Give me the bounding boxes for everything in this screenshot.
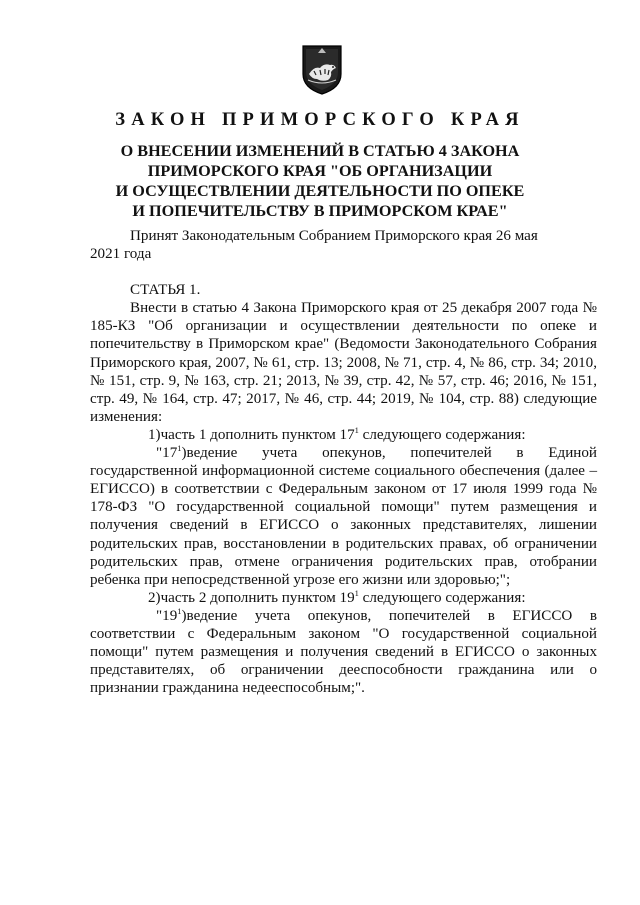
adoption-note: [90, 227, 597, 263]
article-intro: Внести в статью 4 Закона Приморского края от 25 декабря 2007 года № 185-КЗ "Об организации и осуществлении деятельности по опеке и попечительству в Приморском крае" (Ведомости Законодательного Собрания Приморского края, 2007, № 61, стр. 13; 2008, № 71, стр. 4, № 86, стр. 34; 2010, № 151, стр. 9, № 163, стр. 21; 2013, № 39, стр. 42, № 57, стр. 46; 2016, № 151, стр. 49, № 164, стр. 47; 2017, № 46, стр. 44; 2019, № 104, стр. 88) следующие изменения:: [90, 300, 597, 425]
subtitle-line: И ОСУЩЕСТВЛЕНИИ ДЕЯТЕЛЬНОСТИ ПО ОПЕКЕ: [115, 182, 525, 200]
item-text: 1)часть 1 дополнить пунктом 17: [148, 426, 355, 443]
amendment-item-2: [90, 589, 597, 607]
document-body: [90, 227, 597, 697]
law-title: ЗАКОН ПРИМОРСКОГО КРАЯ: [115, 110, 525, 130]
quote-text: )ведение учета опекунов, попечителей в Единой государственной информационной системе социального обеспечения (далее – ЕГИССО) в соответствии с Федеральным законом от 17 июля 1999 года № 178-ФЗ "О государственной социальной помощи" путем размещения и получения сведений в ЕГИССО о законных представителях, лишении родительских прав, восстановлении в родительских правах, об ограничении родительских прав, отмене ограничения родительских прав, отобрании ребенка при непосредственной угрозе его жизни или здоровью;";: [90, 445, 597, 588]
superscript: 1: [354, 424, 359, 435]
adoption-note-line: Принят Законодательным Собранием Приморского края 26 мая: [130, 228, 538, 244]
amendment-item-1: [90, 426, 597, 444]
adoption-note-line: 2021 года: [90, 246, 152, 263]
superscript: 1: [177, 605, 182, 616]
subtitle-line: О ВНЕСЕНИИ ИЗМЕНЕНИЙ В СТАТЬЮ 4 ЗАКОНА: [120, 142, 520, 160]
item-text: следующего содержания:: [358, 589, 526, 606]
item-text: следующего содержания:: [358, 426, 526, 443]
superscript: 1: [354, 587, 359, 598]
item-text: 2)часть 2 дополнить пунктом 19: [148, 589, 355, 606]
law-subtitle: [0, 141, 640, 221]
amendment-quote-1: [90, 444, 597, 589]
coat-of-arms-icon: [300, 44, 344, 96]
subtitle-line: ПРИМОРСКОГО КРАЯ "ОБ ОРГАНИЗАЦИИ: [147, 162, 493, 180]
quote-text: "17: [156, 445, 178, 462]
article-heading: СТАТЬЯ 1.: [130, 282, 201, 299]
quote-text: "19: [156, 607, 178, 624]
amendment-quote-2: [90, 607, 597, 697]
superscript: 1: [177, 443, 182, 454]
subtitle-line: И ПОПЕЧИТЕЛЬСТВУ В ПРИМОРСКОМ КРАЕ": [132, 202, 508, 220]
quote-text: )ведение учета опекунов, попечителей в ЕГИССО в соответствии с Федеральным законом "О государственной социальной помощи" путем размещения и получения сведений в ЕГИССО о законных представителях, об ограничении дееспособности гражданина или о признании гражданина недееспособным;".: [90, 607, 597, 697]
